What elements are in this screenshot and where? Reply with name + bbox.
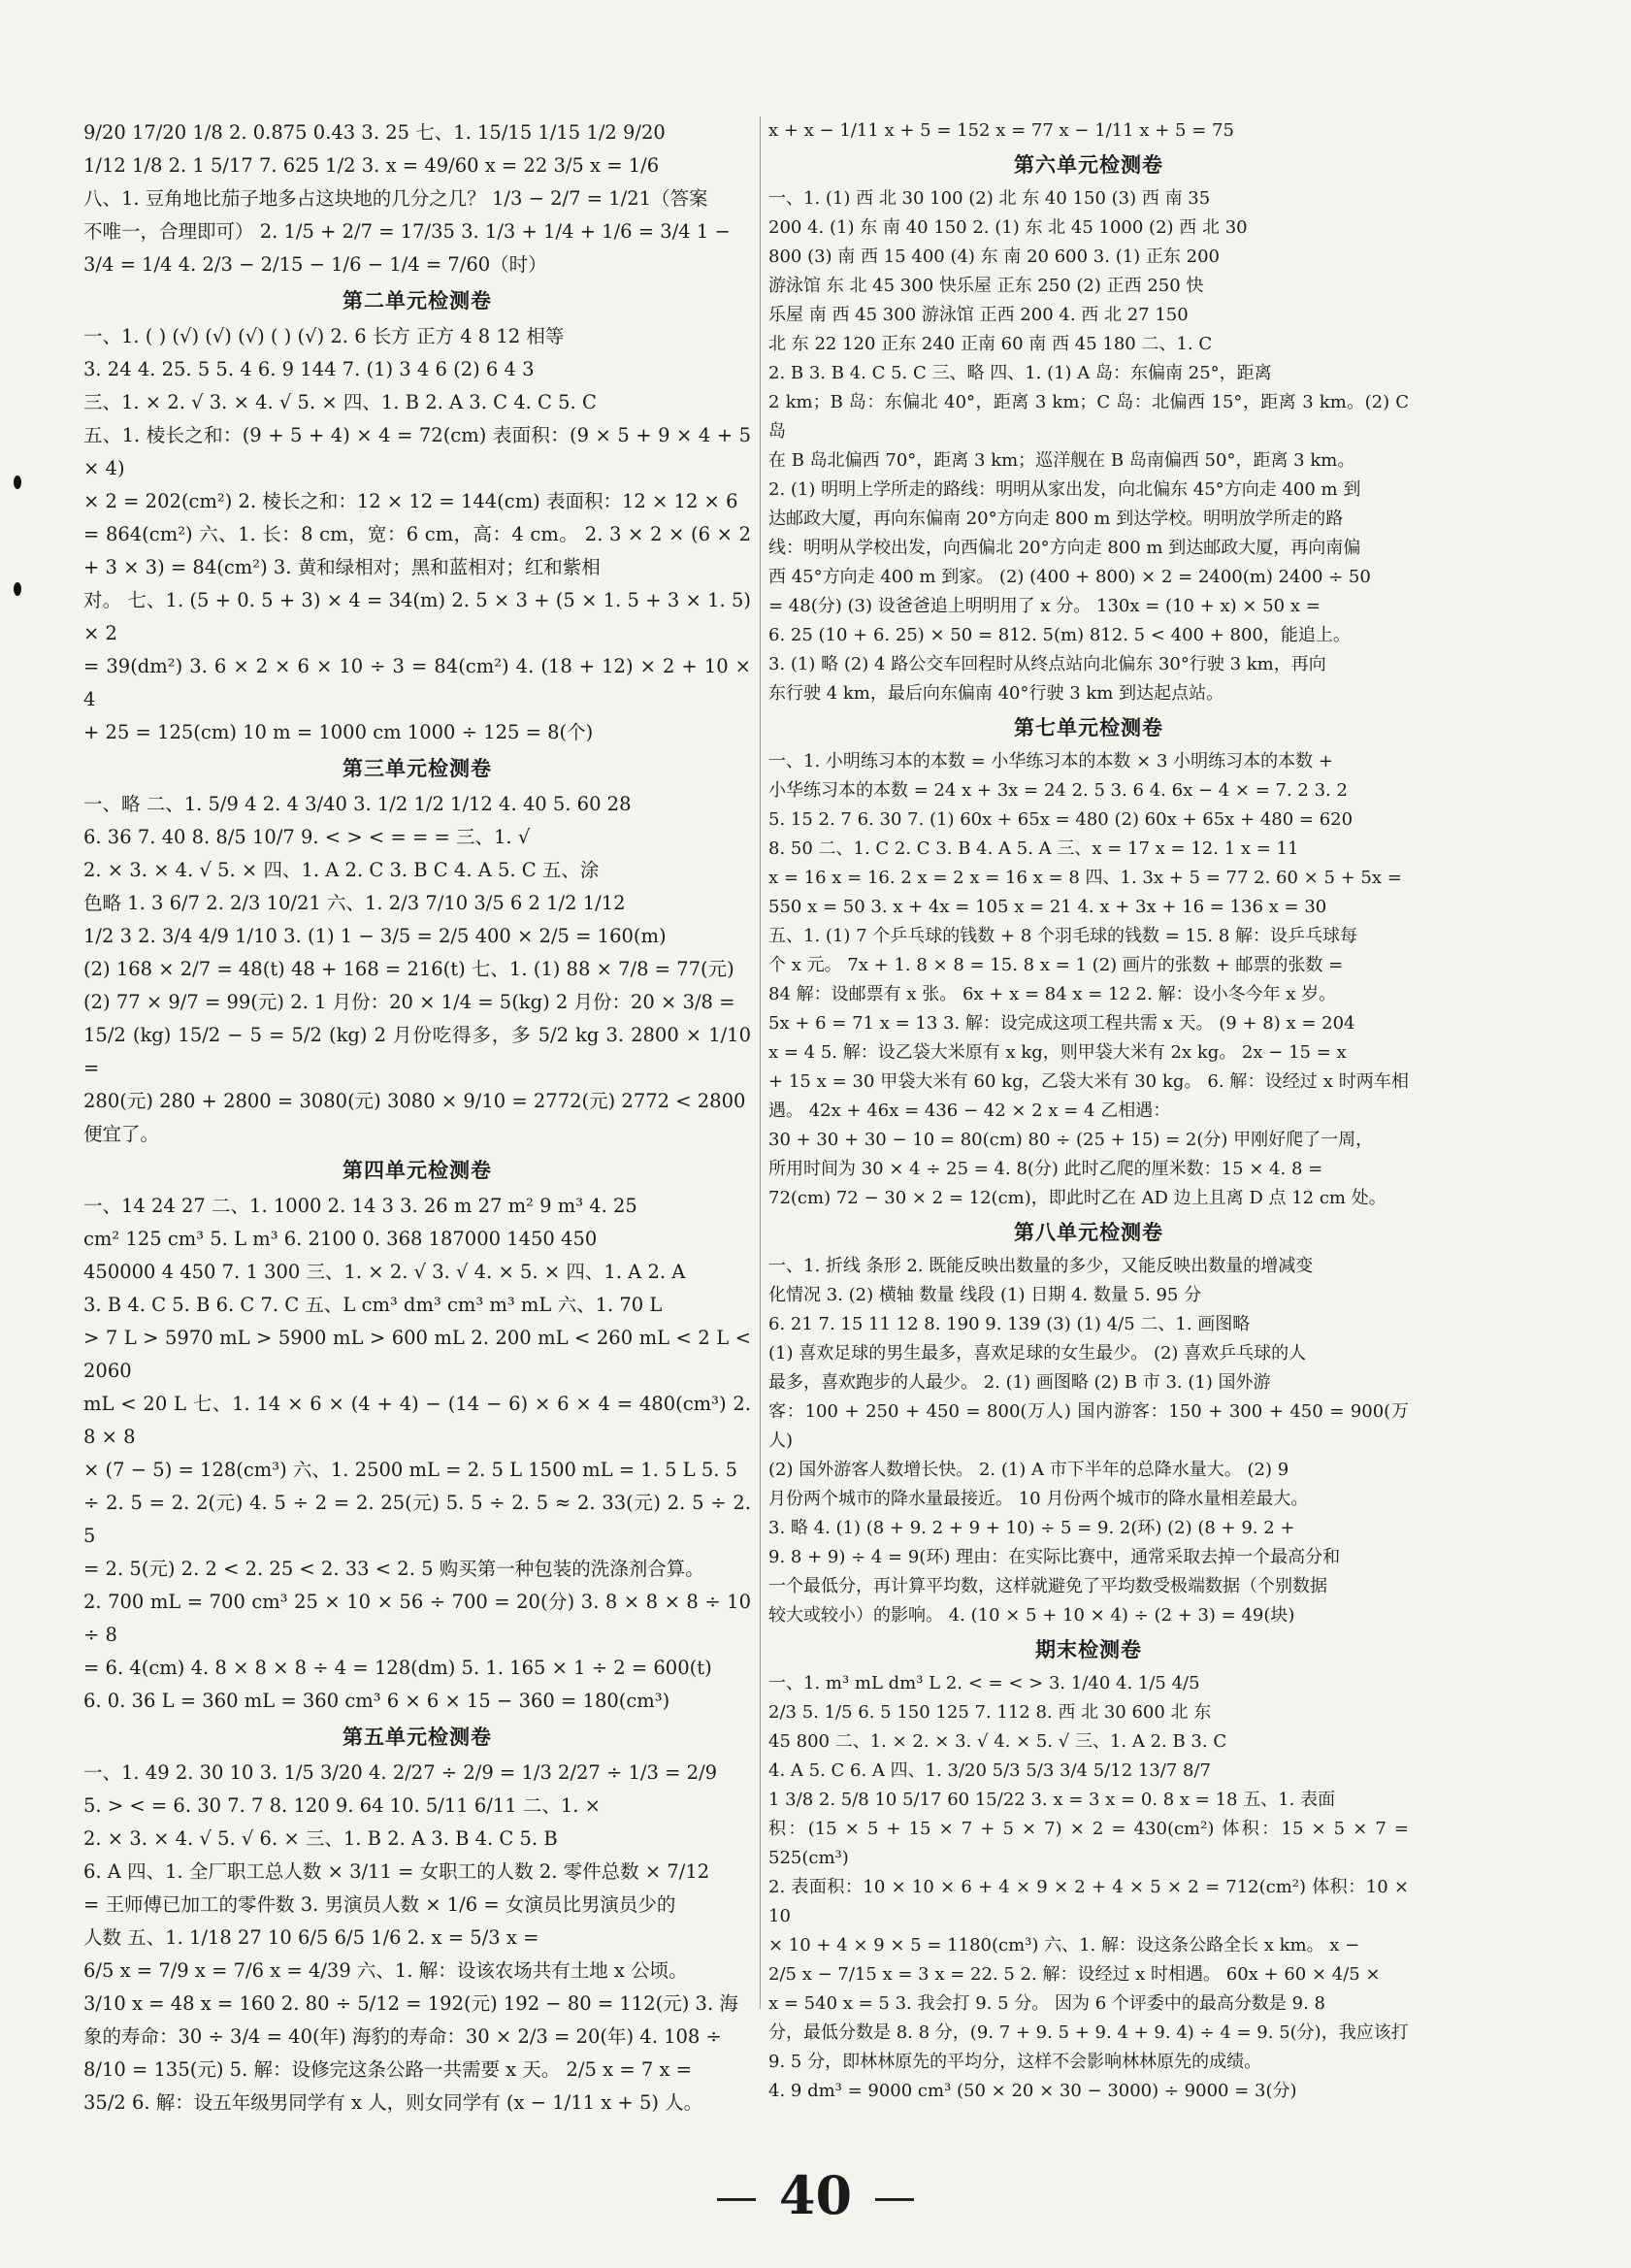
answer-line: 北 东 22 120 正东 240 正南 60 南 西 45 180 二、1. C: [768, 334, 1213, 354]
answer-line: 一、略 二、1. 5/9 4 2. 4 3/40 3. 1/2 1/2 1/12 4. 40 5. 60 28: [83, 793, 632, 815]
answer-line: 3/10 x = 48 x = 160 2. 80 ÷ 5/12 = 192(元) 192 − 80 = 112(元) 3. 海: [83, 1992, 738, 2015]
page-number: [0, 2164, 1631, 2226]
answer-line: 2. (1) 明明上学所走的路线：明明从家出发，向北偏东 45°方向走 400 m 到: [768, 479, 1361, 500]
answer-line: 西 45°方向走 400 m 到家。 (2) (400 + 800) × 2 = 2400(m) 2400 ÷ 50: [768, 567, 1371, 587]
page-number-text: 40: [778, 2164, 853, 2226]
answer-line: 800 (3) 南 西 15 400 (4) 东 南 20 600 3. (1) 正东 200: [768, 247, 1221, 267]
answer-line: 线：明明从学校出发，向西偏北 20°方向走 800 m 到达邮政大厦，再向南偏: [768, 538, 1361, 558]
answer-line: 84 解：设邮票有 x 张。 6x + x = 84 x = 12 2. 解：设小冬今年 x 岁。: [768, 984, 1337, 1004]
answer-line: = 6. 4(cm) 4. 8 × 8 × 8 ÷ 4 = 128(dm) 5. 1. 165 × 1 ÷ 2 = 600(t): [83, 1657, 712, 1679]
answer-line: 6. 36 7. 40 8. 8/5 10/7 9. < > < = = = 三、1. √: [83, 826, 531, 848]
answer-line: = 39(dm²) 3. 6 × 2 × 6 × 10 ÷ 3 = 84(cm²) 4. (18 + 12) × 2 + 10 × 4: [83, 655, 751, 710]
section-title: 期末检测卷: [1035, 1638, 1142, 1661]
answer-line: 35/2 6. 解：设五年级男同学有 x 人，则女同学有 (x − 1/11 x + 5) 人。: [83, 2091, 703, 2114]
answer-line: 积：(15 × 5 + 15 × 7 + 5 × 7) × 2 = 430(cm²) 体积：15 × 5 × 7 = 525(cm³): [768, 1819, 1409, 1868]
answer-line: 6. A 四、1. 全厂职工总人数 × 3/11 = 女职工的人数 2. 零件总数 × 7/12: [83, 1860, 710, 1883]
answer-line: 不唯一，合理即可） 2. 1/5 + 2/7 = 17/35 3. 1/3 + 1/4 + 1/6 = 3/4 1 −: [83, 220, 731, 243]
answer-line: 6. 21 7. 15 11 12 8. 190 9. 139 (3) (1) 4/5 二、1. 画图略: [768, 1314, 1251, 1334]
answer-line: 6/5 x = 7/9 x = 7/6 x = 4/39 六、1. 解：设该农场共有土地 x 公顷。: [83, 1959, 688, 1982]
answer-line: = 864(cm²) 六、1. 长：8 cm，宽：6 cm，高：4 cm。 2. 3 × 2 × (6 × 2 + 3 × 3) = 84(cm²) 3. 黄和绿相对；黑和蓝相对；红和紫相: [83, 523, 751, 578]
answer-line: 5. > < = 6. 30 7. 7 8. 120 9. 64 10. 5/11 6/11 二、1. ×: [83, 1794, 602, 1817]
answer-line: (2) 国外游客人数增长快。 2. (1) A 市下半年的总降水量大。 (2) 9: [768, 1460, 1289, 1480]
answer-line: 一、1. 折线 条形 2. 既能反映出数量的多少，又能反映出数量的增减变: [768, 1256, 1314, 1276]
answer-line: 东行驶 4 km，最后向东偏南 40°行驶 3 km 到达起点站。: [768, 683, 1224, 704]
answer-line: 2. 700 mL = 700 cm³ 25 × 10 × 56 ÷ 700 = 20(分) 3. 8 × 8 × 8 ÷ 10 ÷ 8: [83, 1591, 751, 1646]
answer-line: 2/5 x − 7/15 x = 3 x = 22. 5 2. 解：设经过 x 时相遇。 60x + 60 × 4/5 ×: [768, 1964, 1381, 1985]
answer-line: 一、1. 小明练习本的本数 = 小华练习本的本数 × 3 小明练习本的本数 +: [768, 751, 1333, 772]
right-column: [768, 116, 1409, 2106]
answer-line: 五、1. (1) 7 个乒乓球的钱数 + 8 个羽毛球的钱数 = 15. 8 解：设乒乓球每: [768, 926, 1358, 946]
answer-line: 客：100 + 250 + 450 = 800(万人) 国内游客：150 + 300 + 450 = 900(万人): [768, 1401, 1409, 1451]
answer-line: cm² 125 cm³ 5. L m³ 6. 2100 0. 368 187000 1450 450: [83, 1228, 598, 1250]
answer-line: mL < 20 L 七、1. 14 × 6 × (4 + 4) − (14 − 6) × 6 × 4 = 480(cm³) 2. 8 × 8: [83, 1393, 751, 1448]
answer-line: 最多，喜欢跑步的人最少。 2. (1) 画图略 (2) B 市 3. (1) 国外游: [768, 1372, 1271, 1393]
answer-line: 八、1. 豆角地比茄子地多占这块地的几分之几？ 1/3 − 2/7 = 1/21（答案: [83, 187, 708, 210]
answer-line: 200 4. (1) 东 南 40 150 2. (1) 东 北 45 1000 (2) 西 北 30: [768, 217, 1248, 238]
answer-line: 280(元) 280 + 2800 = 3080(元) 3080 × 9/10 = 2772(元) 2772 < 2800: [83, 1090, 746, 1112]
answer-line: 3. B 4. C 5. B 6. C 7. C 五、L cm³ dm³ cm³ m³ mL 六、1. 70 L: [83, 1294, 663, 1316]
answer-line: 在 B 岛北偏西 70°，距离 3 km；巡洋舰在 B 岛南偏西 50°，距离 3 km。: [768, 450, 1355, 471]
answer-line: 小华练习本的本数 = 24 x + 3x = 24 2. 5 3. 6 4. 6x − 4 × = 7. 2 3. 2: [768, 780, 1348, 801]
answer-line: 一、1. ( ) (√) (√) (√) ( ) (√) 2. 6 长方 正方 4 8 12 相等: [83, 325, 565, 347]
answer-line: 五、1. 棱长之和：(9 + 5 + 4) × 4 = 72(cm) 表面积：(9 × 5 + 9 × 4 + 5 × 4): [83, 424, 751, 479]
answer-line: x = 540 x = 5 3. 我会打 9. 5 分。 因为 6 个评委中的最高分数是 9. 8: [768, 1993, 1325, 2014]
answer-line: 色略 1. 3 6/7 2. 2/3 10/21 六、1. 2/3 7/10 3/5 6 2 1/2 1/12: [83, 892, 626, 914]
answer-line: 2. × 3. × 4. √ 5. × 四、1. A 2. C 3. B C 4. A 5. C 五、涂: [83, 859, 600, 881]
answer-line: 45 800 二、1. × 2. × 3. √ 4. × 5. √ 三、1. A 2. B 3. C: [768, 1731, 1227, 1752]
answer-line: × (7 − 5) = 128(cm³) 六、1. 2500 mL = 2. 5 L 1500 mL = 1. 5 L 5. 5: [83, 1459, 738, 1481]
answer-line: 1/12 1/8 2. 1 5/17 7. 625 1/2 3. x = 49/60 x = 22 3/5 x = 1/6: [83, 154, 660, 177]
answer-line: 3. 24 4. 25. 5 5. 4 6. 9 144 7. (1) 3 4 6 (2) 6 4 3: [83, 358, 535, 380]
answer-line: 分，最低分数是 8. 8 分，(9. 7 + 9. 5 + 9. 4 + 9. 4) ÷ 4 = 9. 5(分)，我应该打: [768, 2022, 1409, 2043]
answer-line: x = 16 x = 16. 2 x = 2 x = 16 x = 8 四、1. 3x + 5 = 77 2. 60 × 5 + 5x =: [768, 868, 1402, 888]
answer-line: 72(cm) 72 − 30 × 2 = 12(cm)，即此时乙在 AD 边上且离 D 点 12 cm 处。: [768, 1188, 1386, 1208]
answer-line: (2) 168 × 2/7 = 48(t) 48 + 168 = 216(t) 七、1. (1) 88 × 7/8 = 77(元): [83, 958, 734, 980]
answer-line: 2 km；B 岛：东偏北 40°，距离 3 km；C 岛：北偏西 15°，距离 3 km。(2) C 岛: [768, 392, 1409, 442]
answer-line: 1/2 3 2. 3/4 4/9 1/10 3. (1) 1 − 3/5 = 2/5 400 × 2/5 = 160(m): [83, 925, 667, 947]
answer-line: 较大或较小）的影响。 4. (10 × 5 + 10 × 4) ÷ (2 + 3) = 49(块): [768, 1605, 1295, 1626]
answer-line: ÷ 2. 5 = 2. 2(元) 4. 5 ÷ 2 = 2. 25(元) 5. 5 ÷ 2. 5 ≈ 2. 33(元) 2. 5 ÷ 2. 5: [83, 1492, 751, 1547]
answer-line: 4. 9 dm³ = 9000 cm³ (50 × 20 × 30 − 3000) ÷ 9000 = 3(分): [768, 2081, 1297, 2101]
margin-dot: [14, 476, 21, 489]
answer-line: 3. 略 4. (1) (8 + 9. 2 + 9 + 10) ÷ 5 = 9. 2(环) (2) (8 + 9. 2 +: [768, 1518, 1295, 1538]
section-title: 第六单元检测卷: [1014, 153, 1163, 177]
answer-line: x = 4 5. 解：设乙袋大米原有 x kg，则甲袋大米有 2x kg。 2x − 15 = x: [768, 1042, 1347, 1063]
section-title: 第三单元检测卷: [343, 757, 492, 780]
answer-line: 5. 15 2. 7 6. 30 7. (1) 60x + 65x = 480 (2) 60x + 65x + 480 = 620: [768, 809, 1354, 830]
answer-line: 月份两个城市的降水量最接近。 10 月份两个城市的降水量相差最大。: [768, 1489, 1309, 1509]
answer-line: 个 x 元。 7x + 1. 8 × 8 = 15. 8 x = 1 (2) 画片的张数 + 邮票的张数 =: [768, 955, 1344, 975]
answer-line: > 7 L > 5970 mL > 5900 mL > 600 mL 2. 200 mL < 260 mL < 2 L < 2060: [83, 1327, 751, 1382]
answer-line: 人数 五、1. 1/18 27 10 6/5 6/5 1/6 2. x = 5/3 x =: [83, 1926, 539, 1949]
answer-line: 8. 50 二、1. C 2. C 3. B 4. A 5. A 三、x = 17 x = 12. 1 x = 11: [768, 838, 1299, 859]
answer-line: 450000 4 450 7. 1 300 三、1. × 2. √ 3. √ 4. × 5. × 四、1. A 2. A: [83, 1261, 686, 1283]
answer-line: 化情况 3. (2) 横轴 数量 线段 (1) 日期 4. 数量 5. 95 分: [768, 1285, 1202, 1305]
column-divider: [760, 116, 761, 2009]
dash-left: [717, 2198, 756, 2201]
section-title: 第五单元检测卷: [343, 1726, 492, 1749]
answer-line: = 48(分) (3) 设爸爸追上明明用了 x 分。 130x = (10 + x) × 50 x =: [768, 596, 1321, 616]
answer-line: (2) 77 × 9/7 = 99(元) 2. 1 月份：20 × 1/4 = 5(kg) 2 月份：20 × 3/8 =: [83, 991, 735, 1013]
answer-line: × 10 + 4 × 9 × 5 = 1180(cm³) 六、1. 解：设这条公路全长 x km。 x −: [768, 1935, 1360, 1956]
answer-line: 2. B 3. B 4. C 5. C 三、略 四、1. (1) A 岛：东偏南 25°，距离: [768, 363, 1272, 383]
answer-line: 对。 七、1. (5 + 0. 5 + 3) × 4 = 34(m) 2. 5 × 3 + (5 × 1. 5 + 3 × 1. 5) × 2: [83, 589, 751, 644]
answer-line: 5x + 6 = 71 x = 13 3. 解：设完成这项工程共需 x 天。 (9 + 8) x = 204: [768, 1013, 1355, 1034]
dash-right: [875, 2198, 914, 2201]
answer-line: 3/4 = 1/4 4. 2/3 − 2/15 − 1/6 − 1/4 = 7/60（时）: [83, 253, 547, 276]
left-column: [83, 116, 751, 2120]
answer-line: 6. 25 (10 + 6. 25) × 50 = 812. 5(m) 812. 5 < 400 + 800，能追上。: [768, 625, 1351, 645]
answer-line: × 2 = 202(cm²) 2. 棱长之和：12 × 12 = 144(cm) 表面积：12 × 12 × 6: [83, 490, 738, 512]
answer-line: = 2. 5(元) 2. 2 < 2. 25 < 2. 33 < 2. 5 购买第一种包装的洗涤剂合算。: [83, 1558, 704, 1580]
answer-line: 2. 表面积：10 × 10 × 6 + 4 × 9 × 2 + 4 × 5 × 2 = 712(cm²) 体积：10 × 10: [768, 1877, 1409, 1926]
answer-line: + 15 x = 30 甲袋大米有 60 kg，乙袋大米有 30 kg。 6. 解：设经过 x 时两车相遇。 42x + 46x = 436 − 42 × 2 x = 4 乙相遇：: [768, 1071, 1409, 1121]
section-title: 第二单元检测卷: [343, 289, 492, 312]
answer-line: + 25 = 125(cm) 10 m = 1000 cm 1000 ÷ 125 = 8(个): [83, 721, 594, 743]
section-title: 第七单元检测卷: [1014, 716, 1163, 740]
section-title: 第四单元检测卷: [343, 1159, 492, 1182]
answer-line: 9/20 17/20 1/8 2. 0.875 0.43 3. 25 七、1. 15/15 1/15 1/2 9/20: [83, 121, 666, 144]
answer-line: 达邮政大厦，再向东偏南 20°方向走 800 m 到达学校。明明放学所走的路: [768, 509, 1344, 529]
answer-line: = 王师傅已加工的零件数 3. 男演员人数 × 1/6 = 女演员比男演员少的: [83, 1893, 676, 1916]
answer-line: 2/3 5. 1/5 6. 5 150 125 7. 112 8. 西 北 30 600 北 东: [768, 1702, 1212, 1723]
answer-line: 象的寿命：30 ÷ 3/4 = 40(年) 海豹的寿命：30 × 2/3 = 20(年) 4. 108 ÷: [83, 2025, 722, 2048]
answer-line: 3. (1) 略 (2) 4 路公交车回程时从终点站向北偏东 30°行驶 3 km，再向: [768, 654, 1326, 674]
answer-line: 乐屋 南 西 45 300 游泳馆 正西 200 4. 西 北 27 150: [768, 305, 1189, 325]
answer-line: x + x − 1/11 x + 5 = 152 x = 77 x − 1/11 x + 5 = 75: [768, 120, 1234, 141]
answer-line: (1) 喜欢足球的男生最多，喜欢足球的女生最少。 (2) 喜欢乒乓球的人: [768, 1343, 1307, 1364]
answer-line: 游泳馆 东 北 45 300 快乐屋 正东 250 (2) 正西 250 快: [768, 276, 1204, 296]
answer-line: 6. 0. 36 L = 360 mL = 360 cm³ 6 × 6 × 15 − 360 = 180(cm³): [83, 1690, 670, 1712]
margin-dot: [14, 582, 21, 596]
answer-line: 一、1. (1) 西 北 30 100 (2) 北 东 40 150 (3) 西 南 35: [768, 188, 1211, 209]
answer-line: 9. 8 + 9) ÷ 4 = 9(环) 理由：在实际比赛中，通常采取去掉一个最高分和: [768, 1547, 1341, 1567]
answer-line: 2. × 3. × 4. √ 5. √ 6. × 三、1. B 2. A 3. B 4. C 5. B: [83, 1827, 558, 1850]
answer-line: 4. A 5. C 6. A 四、1. 3/20 5/3 5/3 3/4 5/12 13/7 8/7: [768, 1760, 1211, 1781]
answer-line: 三、1. × 2. √ 3. × 4. √ 5. × 四、1. B 2. A 3. C 4. C 5. C: [83, 391, 597, 413]
section-title: 第八单元检测卷: [1014, 1221, 1163, 1244]
answer-line: 550 x = 50 3. x + 4x = 105 x = 21 4. x + 3x + 16 = 136 x = 30: [768, 897, 1327, 917]
answer-line: 9. 5 分，即林林原先的平均分，这样不会影响林林原先的成绩。: [768, 2052, 1262, 2072]
answer-line: 8/10 = 135(元) 5. 解：设修完这条公路一共需要 x 天。 2/5 x = 7 x =: [83, 2058, 693, 2081]
answer-line: 便宜了。: [83, 1123, 160, 1145]
answer-line: 一、1. 49 2. 30 10 3. 1/5 3/20 4. 2/27 ÷ 2/9 = 1/3 2/27 ÷ 1/3 = 2/9: [83, 1761, 718, 1784]
answer-line: 30 + 30 + 30 − 10 = 80(cm) 80 ÷ (25 + 15) = 2(分) 甲刚好爬了一周，: [768, 1130, 1374, 1150]
answer-line: 所用时间为 30 × 4 ÷ 25 = 4. 8(分) 此时乙爬的厘米数：15 × 4. 8 =: [768, 1159, 1323, 1179]
answer-line: 一、14 24 27 二、1. 1000 2. 14 3 3. 26 m 27 m² 9 m³ 4. 25: [83, 1195, 637, 1217]
answer-line: 1 3/8 2. 5/8 10 5/17 60 15/22 3. x = 3 x = 0. 8 x = 18 五、1. 表面: [768, 1790, 1336, 1810]
answer-line: 一、1. m³ mL dm³ L 2. < = < > 3. 1/40 4. 1/5 4/5: [768, 1673, 1200, 1693]
answer-line: 15/2 (kg) 15/2 − 5 = 5/2 (kg) 2 月份吃得多，多 5/2 kg 3. 2800 × 1/10 =: [83, 1024, 751, 1079]
answer-line: 一个最低分，再计算平均数，这样就避免了平均数受极端数据（个别数据: [768, 1576, 1327, 1596]
